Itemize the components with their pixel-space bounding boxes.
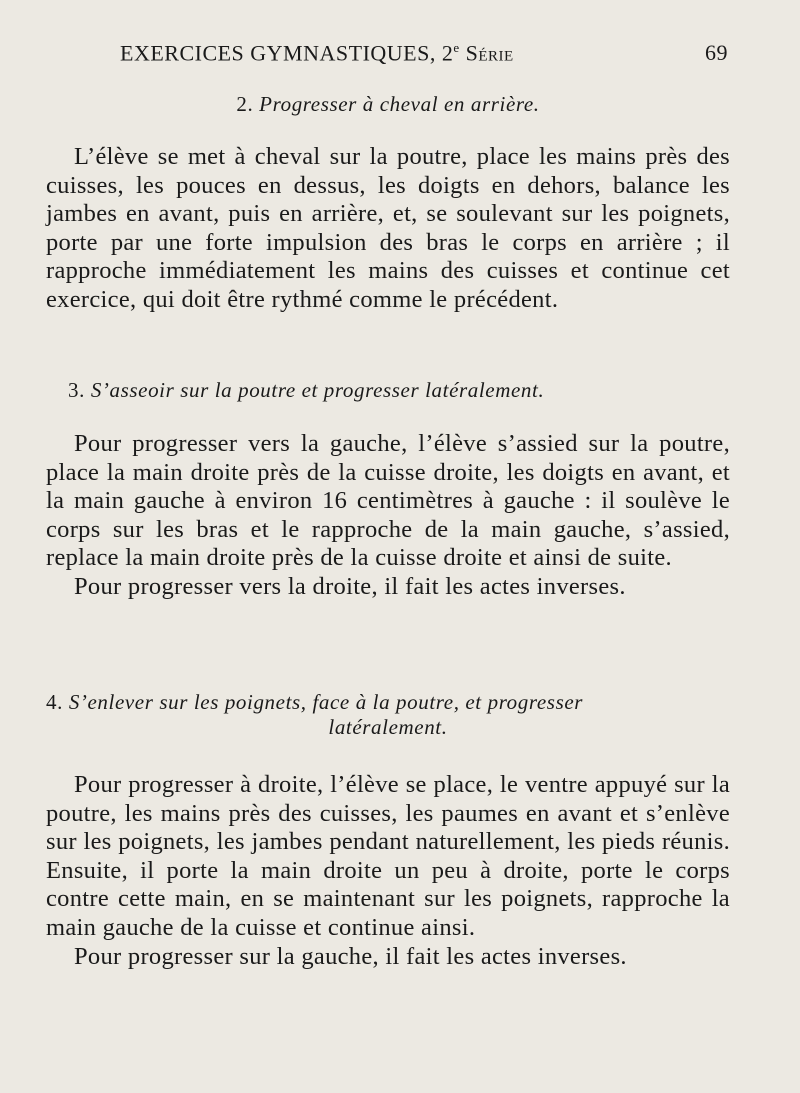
section-2-number: 2. <box>236 92 254 116</box>
section-3-body <box>46 430 730 602</box>
section-3-heading <box>68 378 708 403</box>
section-2-heading-text: Progresser à cheval en arrière. <box>259 92 540 116</box>
section-3-heading-text: S’asseoir sur la poutre et progresser latéralement. <box>90 378 545 402</box>
section-3-number: 3. <box>68 378 85 402</box>
section-4-heading-line-1: S’enlever sur les poignets, face à la poutre, et progresser <box>68 690 584 714</box>
section-4-number: 4. <box>46 690 63 714</box>
section-2-body <box>46 143 730 315</box>
section-2-heading <box>46 92 730 117</box>
section-3-paragraph-1: Pour progresser vers la gauche, l’élève s’assied sur la poutre, place la main droite près de la cuisse droite, les doigts en avant, et la main gauche à environ 16 centimètres à gauche : il soulève le corps sur les bras et le rapproche de la main gauche, s’assied, replace la main droite près de la cuisse droite et ainsi de suite. <box>46 430 730 572</box>
section-3-paragraph-2: Pour progresser vers la droite, il fait les actes inverses. <box>74 572 626 600</box>
page-number: 69 <box>705 40 728 65</box>
running-head-title-sup: e <box>453 40 460 55</box>
running-head-title-prefix: EXERCICES GYMNASTIQUES, 2 <box>120 40 454 66</box>
section-4-paragraph-1: Pour progresser à droite, l’élève se place, le ventre appuyé sur la poutre, les mains près des cuisses, les paumes en avant et s’enlève sur les poignets, les jambes pendant naturellement, les pieds réunis. Ensuite, il porte la main droite un peu à droite, porte le corps contre cette main, en se maintenant sur les poignets, rapproche la main gauche de la cuisse et continue ainsi. <box>46 771 730 941</box>
running-head-title-suffix: Série <box>465 40 514 66</box>
running-head-title <box>120 40 514 66</box>
section-2-paragraph-1: L’élève se met à cheval sur la poutre, place les mains près des cuisses, les pouces en dessus, les doigts en dehors, balance les jambes en avant, puis en arrière, et, se soulevant sur les poignets, porte par une forte impulsion des bras le corps en arrière ; il rapproche immédiatement les mains des cuisses et continue cet exercice, qui doit être rythmé comme le précédent. <box>46 143 730 313</box>
running-head <box>120 40 728 66</box>
section-4-paragraph-2: Pour progresser sur la gauche, il fait les actes inverses. <box>74 942 627 970</box>
section-4-heading <box>46 690 730 740</box>
section-4-body <box>46 771 730 971</box>
section-4-heading-line-2: latéralement. <box>328 715 448 739</box>
